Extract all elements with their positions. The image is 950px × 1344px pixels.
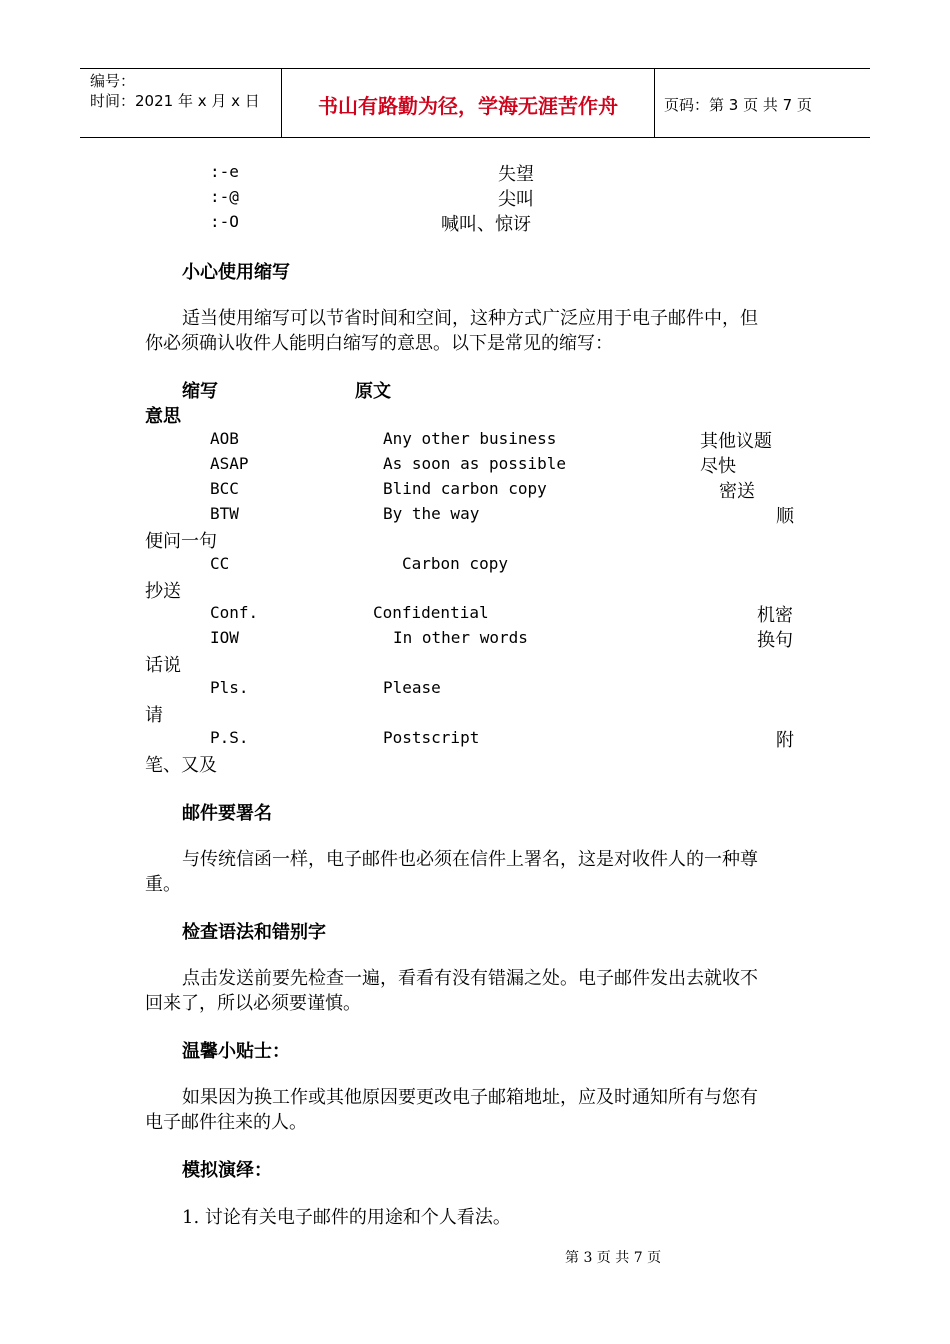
- section-title: 检查语法和错别字: [182, 922, 326, 943]
- abbr-code: Pls.: [210, 678, 249, 697]
- abbr-code: AOB: [210, 429, 239, 448]
- abbr-code: BTW: [210, 504, 239, 523]
- section-title: 邮件要署名: [182, 803, 272, 824]
- abbr-meaning: 密送: [719, 481, 755, 502]
- emoticon-code: :-O: [210, 212, 239, 231]
- section-title: 小心使用缩写: [182, 262, 290, 283]
- paragraph-line: 重。: [145, 874, 181, 895]
- emoticon-meaning: 失望: [498, 164, 534, 185]
- column-header-abbr: 缩写: [182, 381, 218, 402]
- paragraph-line: 与传统信函一样，电子邮件也必须在信件上署名，这是对收件人的一种尊: [182, 849, 758, 870]
- emoticon-meaning: 喊叫、惊讶: [441, 214, 531, 235]
- paragraph-line: 电子邮件往来的人。: [145, 1112, 307, 1133]
- emoticon-code: :-@: [210, 187, 239, 206]
- abbr-code: CC: [210, 554, 230, 573]
- page-footer: 第 3 页 共 7 页: [565, 1250, 662, 1266]
- column-header-meaning: 意思: [145, 406, 181, 427]
- abbr-meaning: 请: [145, 705, 163, 726]
- abbr-meaning: 便问一句: [145, 531, 217, 552]
- emoticon-code: :-e: [210, 162, 239, 181]
- abbr-full: Carbon copy: [402, 554, 508, 573]
- header-number-label: 编号：: [90, 72, 136, 90]
- header-time-label: 时间：2021 年 x 月 x 日: [90, 92, 260, 110]
- abbr-meaning: 附: [776, 730, 794, 751]
- paragraph-line: 回来了，所以必须要谨慎。: [145, 993, 361, 1014]
- paragraph-line: 如果因为换工作或其他原因要更改电子邮箱地址，应及时通知所有与您有: [182, 1087, 758, 1108]
- abbr-code: IOW: [210, 628, 239, 647]
- abbr-meaning: 尽快: [700, 456, 736, 477]
- abbr-full: Blind carbon copy: [383, 479, 547, 498]
- abbr-meaning: 其他议题: [700, 431, 772, 452]
- abbr-full: Please: [383, 678, 441, 697]
- abbr-code: BCC: [210, 479, 239, 498]
- paragraph-line: 适当使用缩写可以节省时间和空间，这种方式广泛应用于电子邮件中，但: [182, 308, 758, 329]
- abbr-full: In other words: [393, 628, 528, 647]
- list-item: 1. 讨论有关电子邮件的用途和个人看法。: [182, 1207, 511, 1228]
- section-title: 模拟演绎：: [182, 1160, 272, 1181]
- abbr-meaning: 抄送: [145, 581, 181, 602]
- abbr-meaning: 换句: [757, 630, 793, 651]
- paragraph-line: 你必须确认收件人能明白缩写的意思。以下是常见的缩写：: [145, 333, 613, 354]
- abbr-meaning: 顺: [776, 506, 794, 527]
- abbr-code: Conf.: [210, 603, 259, 622]
- paragraph-line: 点击发送前要先检查一遍，看看有没有错漏之处。电子邮件发出去就收不: [182, 968, 758, 989]
- abbr-meaning: 笔、又及: [145, 755, 217, 776]
- section-title: 温馨小贴士：: [182, 1041, 290, 1062]
- abbr-full: Postscript: [383, 728, 480, 747]
- abbr-meaning: 话说: [145, 655, 181, 676]
- abbr-code: P.S.: [210, 728, 249, 747]
- emoticon-meaning: 尖叫: [498, 189, 534, 210]
- abbr-code: ASAP: [210, 454, 249, 473]
- header-motto: 书山有路勤为径，学海无涯苦作舟: [318, 94, 618, 118]
- abbr-full: As soon as possible: [383, 454, 567, 473]
- abbr-full: Any other business: [383, 429, 557, 448]
- abbr-full: Confidential: [373, 603, 489, 622]
- abbr-full: By the way: [383, 504, 480, 523]
- header-divider: [654, 68, 655, 137]
- abbr-meaning: 机密: [757, 605, 793, 626]
- column-header-original: 原文: [355, 381, 391, 402]
- header-page-info: 页码：第 3 页 共 7 页: [664, 96, 812, 114]
